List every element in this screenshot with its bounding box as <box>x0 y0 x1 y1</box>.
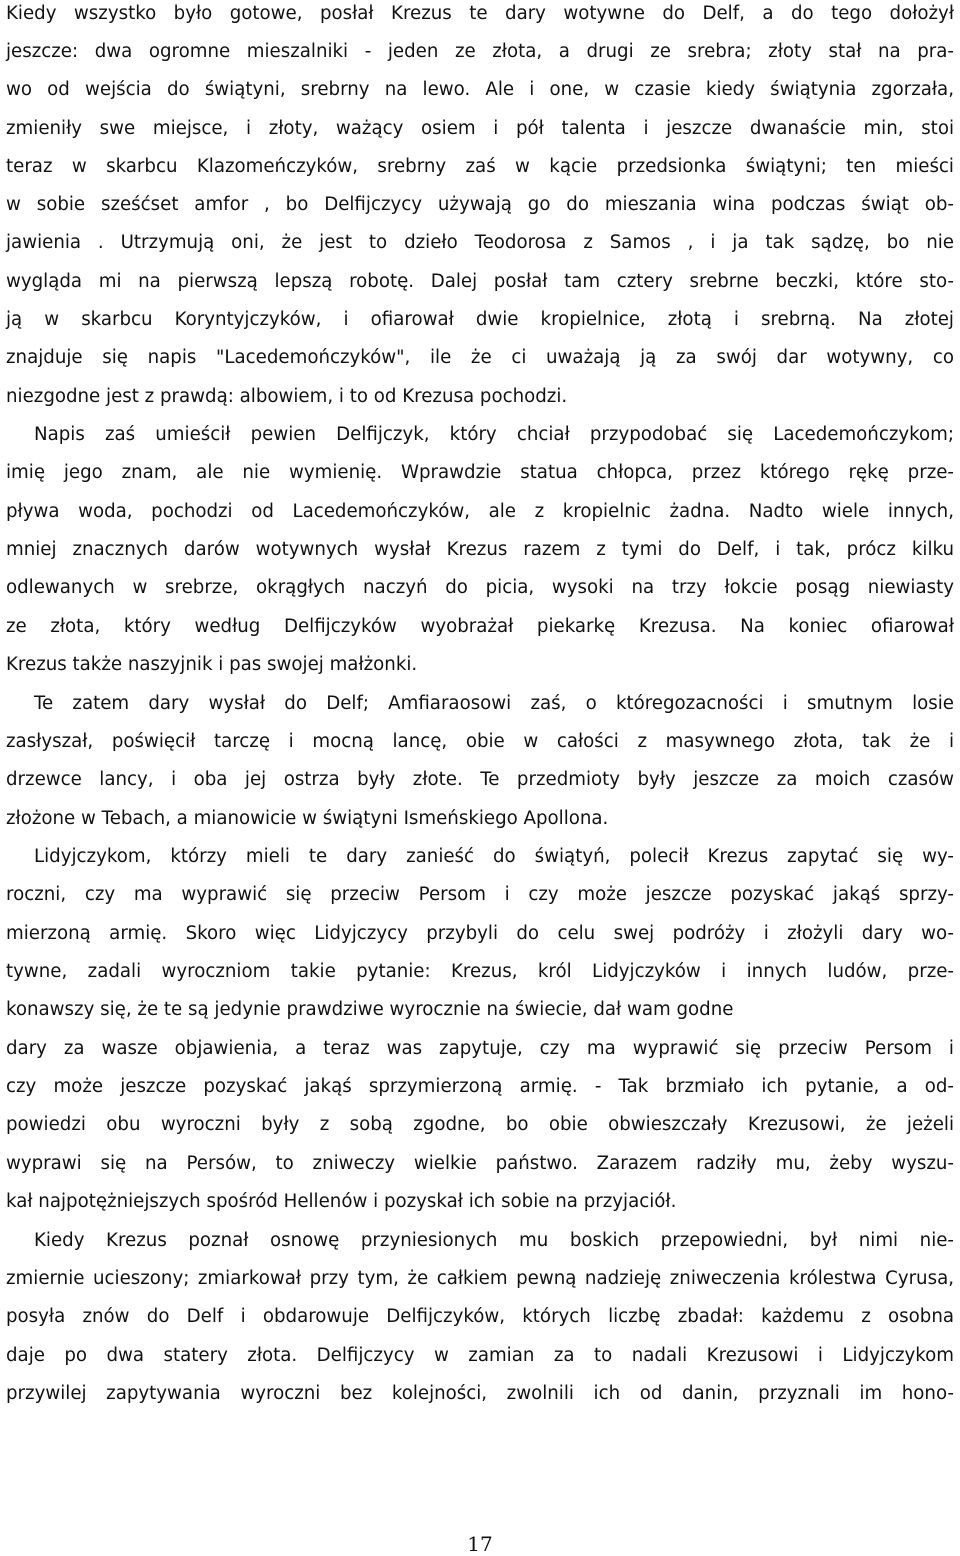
text-line: konawszy się, że te są jedynie prawdziwe wyrocznie na świecie, dał wam godne <box>6 999 734 1020</box>
text-line: zmiernie ucieszony; zmiarkował przy tym, że całkiem pewną nadzieję zniweczenia królestwa Cyrusa, <box>6 1268 954 1289</box>
text-line: tywne, zadali wyroczniom takie pytanie: Krezus, król Lidyjczyków i innych ludów, prze- <box>6 961 954 982</box>
text-line: Kiedy Krezus poznał osnowę przyniesionych mu boskich przepowiedni, był nimi nie- <box>34 1230 954 1251</box>
text-line: teraz w skarbcu Klazomeńczyków, srebrny zaś w kącie przedsionka świątyni; ten mieści <box>6 156 954 177</box>
text-line: niezgodne jest z prawdą: albowiem, i to od Krezusa pochodzi. <box>6 386 568 407</box>
text-line: jawienia . Utrzymują oni, że jest to dzieło Teodorosa z Samos , i ja tak sądzę, bo nie <box>6 232 954 253</box>
text-line: ją w skarbcu Koryntyjczyków, i ofiarował dwie kropielnice, złotą i srebrną. Na złotej <box>6 309 954 330</box>
text-line: Lidyjczykom, którzy mieli te dary zanieść do świątyń, polecił Krezus zapytać się wy- <box>34 846 954 867</box>
text-line: pływa woda, pochodzi od Lacedemończyków, ale z kropielnic żadna. Nadto wiele innych, <box>6 501 954 522</box>
text-line: jeszcze: dwa ogromne mieszalniki - jeden ze złota, a drugi ze srebra; złoty stał na pra- <box>6 41 954 62</box>
text-line: drzewce lancy, i oba jej ostrza były złote. Te przedmioty były jeszcze za moich czasów <box>6 769 954 790</box>
page-number: 17 <box>467 1532 493 1556</box>
text-line: Krezus także naszyjnik i pas swojej małżonki. <box>6 654 418 675</box>
text-line: wygląda mi na pierwszą lepszą robotę. Dalej posłał tam cztery srebrne beczki, które sto- <box>6 271 954 292</box>
text-line: mierzoną armię. Skoro więc Lidyjczycy przybyli do celu swej podróży i złożyli dary wo- <box>6 923 954 944</box>
text-line: daje po dwa statery złota. Delfijczycy w zamian za to nadali Krezusowi i Lidyjczykom <box>6 1345 954 1366</box>
text-line: w sobie sześćset amfor , bo Delfijczycy używają go do mieszania wina podczas świąt ob- <box>6 194 954 215</box>
text-line: posyła znów do Delf i obdarowuje Delfijczyków, których liczbę zbadał: każdemu z osobna <box>6 1306 954 1327</box>
text-line: ze złota, który według Delfijczyków wyobrażał piekarkę Krezusa. Na koniec ofiarował <box>6 616 954 637</box>
text-line: wyprawi się na Persów, to zniweczy wielkie państwo. Zarazem radziły mu, żeby wyszu- <box>6 1153 954 1174</box>
text-line: Te zatem dary wysłał do Delf; Amfiaraosowi zaś, o któregozacności i smutnym losie <box>34 693 954 714</box>
text-line: kał najpotężniejszych spośród Hellenów i pozyskał ich sobie na przyjaciół. <box>6 1191 677 1212</box>
text-line: przywilej zapytywania wyroczni bez kolejności, zwolnili ich od danin, przyznali im hono- <box>6 1383 954 1404</box>
text-line: Kiedy wszystko było gotowe, posłał Krezus te dary wotywne do Delf, a do tego dołożył <box>6 3 954 24</box>
text-line: zmieniły swe miejsce, i złoty, ważący osiem i pół talenta i jeszcze dwanaście min, stoi <box>6 118 954 139</box>
text-line: złożone w Tebach, a mianowicie w świątyni Ismeńskiego Apollona. <box>6 808 609 829</box>
text-line: Napis zaś umieścił pewien Delfijczyk, który chciał przypodobać się Lacedemończykom; <box>34 424 954 445</box>
text-line: powiedzi obu wyroczni były z sobą zgodne, bo obie obwieszczały Krezusowi, że jeżeli <box>6 1114 954 1135</box>
text-line: dary za wasze objawienia, a teraz was zapytuje, czy ma wyprawić się przeciw Persom i <box>6 1038 954 1059</box>
text-line: mniej znacznych darów wotywnych wysłał Krezus razem z tymi do Delf, i tak, prócz kilku <box>6 539 954 560</box>
text-line: czy może jeszcze pozyskać jakąś sprzymierzoną armię. - Tak brzmiało ich pytanie, a od- <box>6 1076 954 1097</box>
text-line: odlewanych w srebrze, okrągłych naczyń do picia, wysoki na trzy łokcie posąg niewiasty <box>6 577 954 598</box>
text-line: roczni, czy ma wyprawić się przeciw Persom i czy może jeszcze pozyskać jakąś sprzy- <box>6 884 954 905</box>
text-line: zasłyszał, poświęcił tarczę i mocną lancę, obie w całości z masywnego złota, tak że i <box>6 731 954 752</box>
text-line: znajduje się napis "Lacedemończyków", ile że ci uważają ją za swój dar wotywny, co <box>6 347 954 368</box>
text-line: imię jego znam, ale nie wymienię. Wprawdzie statua chłopca, przez którego rękę prze- <box>6 462 954 483</box>
text-line: wo od wejścia do świątyni, srebrny na lewo. Ale i one, w czasie kiedy świątynia zgorzała, <box>6 79 954 100</box>
